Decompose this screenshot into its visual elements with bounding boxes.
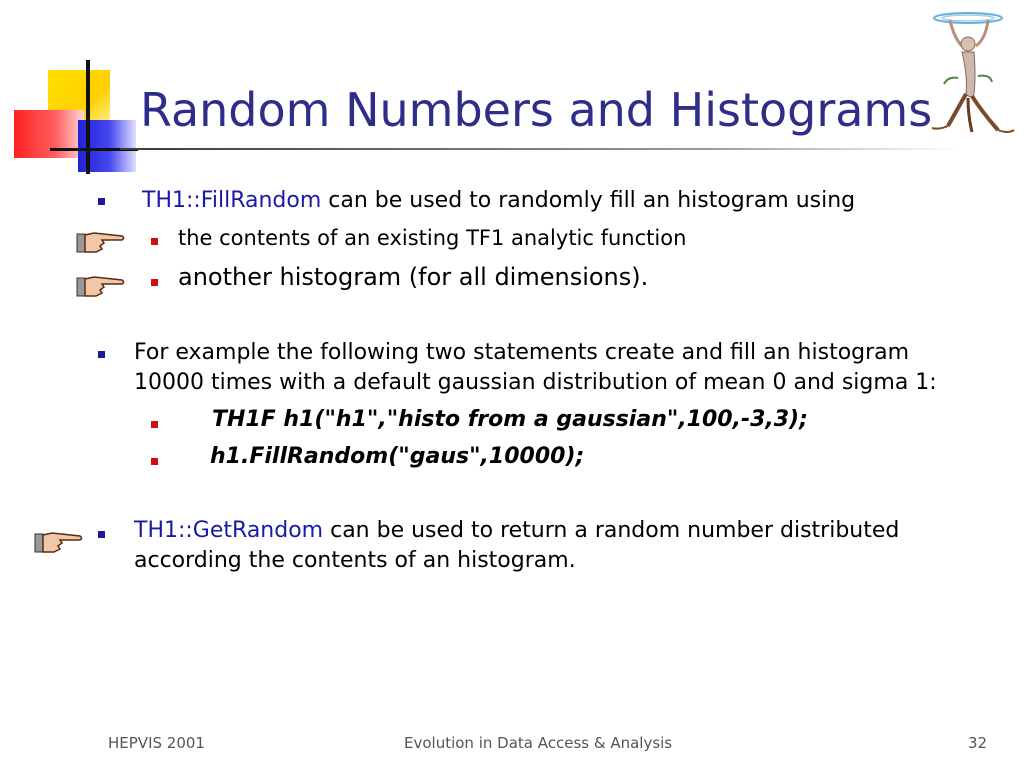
logo-vertical-line	[86, 60, 90, 174]
bullet-example-line1: For example the following two statements create and fill an histogram	[134, 340, 910, 365]
bullet-text: can be used to randomly fill an histogram using	[321, 188, 856, 213]
sub-bullet-marker	[151, 421, 158, 428]
pointing-hand-icon	[76, 228, 126, 256]
bullet-fillrandom	[142, 186, 855, 216]
bullet-getrandom	[134, 516, 899, 546]
footer-conference: HEPVIS 2001	[108, 734, 205, 752]
sub-bullet-marker	[151, 458, 158, 465]
sub-bullet-histogram: another histogram (for all dimensions).	[178, 263, 649, 291]
pointing-hand-icon	[34, 528, 84, 556]
bullet-text: can be used to return a random number distributed	[323, 518, 900, 543]
pointing-hand-icon	[76, 272, 126, 300]
bullet-marker	[98, 531, 105, 538]
bullet-example-line2: 10000 times with a default gaussian distribution of mean 0 and sigma 1:	[134, 370, 937, 395]
page-number: 32	[968, 734, 988, 752]
bullet-marker	[98, 198, 105, 205]
footer-title: Evolution in Data Access & Analysis	[404, 734, 673, 752]
code-statement-1: TH1F h1("h1","histo from a gaussian",100,-3,3);	[212, 407, 808, 432]
bullet-getrandom-line2: according the contents of an histogram.	[134, 548, 576, 573]
function-name: TH1::GetRandom	[134, 518, 324, 543]
slide-title: Random Numbers and Histograms	[140, 83, 933, 137]
mascot-figure-icon	[928, 8, 1018, 138]
function-name: TH1::FillRandom	[142, 188, 322, 213]
sub-bullet-tf1: the contents of an existing TF1 analytic function	[178, 226, 687, 250]
code-statement-2: h1.FillRandom("gaus",10000);	[210, 444, 585, 469]
title-underline	[120, 148, 960, 150]
bullet-marker	[98, 351, 105, 358]
sub-bullet-marker	[151, 279, 158, 286]
sub-bullet-marker	[151, 238, 158, 245]
